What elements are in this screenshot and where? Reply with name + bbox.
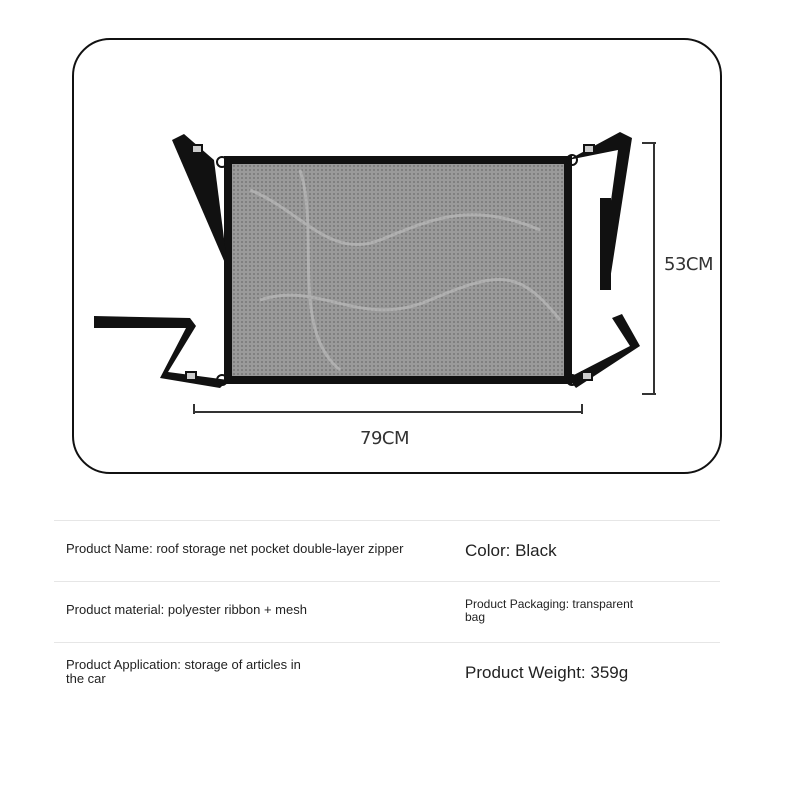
product-color: Color: Black	[465, 541, 557, 560]
spec-row	[54, 581, 720, 642]
strap-bottom-right	[568, 314, 640, 388]
height-label: 53CM	[664, 254, 714, 275]
buckle-bottom-right	[582, 372, 592, 380]
strap-bottom-left	[94, 316, 228, 388]
spec-row	[54, 642, 720, 703]
product-name: Product Name: roof storage net pocket double-layer zipper	[66, 541, 404, 556]
width-dimension-line	[194, 404, 582, 414]
height-dimension-line	[642, 143, 656, 394]
width-label: 79CM	[360, 428, 410, 449]
strap-top-left	[172, 134, 228, 270]
buckle-top-left	[192, 145, 202, 153]
spec-row	[54, 520, 720, 581]
spec-table	[54, 520, 720, 703]
buckle-bottom-left	[186, 372, 196, 380]
strap-loose-right	[600, 198, 611, 290]
product-weight: Product Weight: 359g	[465, 663, 629, 682]
product-packaging: Product Packaging: transparent bag	[465, 597, 634, 624]
product-material: Product material: polyester ribbon + mesh	[66, 602, 307, 617]
product-application: Product Application: storage of articles in the car	[66, 657, 301, 686]
buckle-top-right	[584, 145, 594, 153]
mesh-panel	[228, 160, 568, 380]
